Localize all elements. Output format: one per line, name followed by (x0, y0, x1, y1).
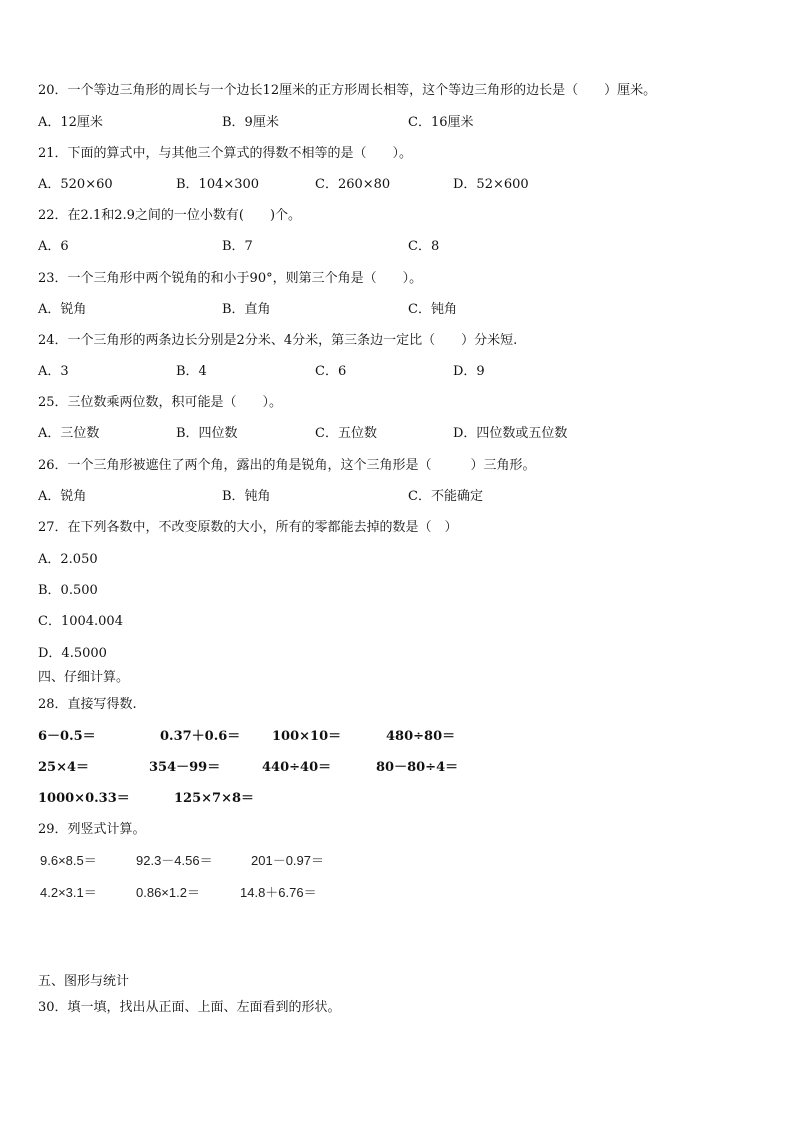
question-29-stem: 29．列竖式计算。 (38, 822, 146, 837)
calc-item: 1000×0.33＝ (38, 791, 130, 806)
question-20-stem: 20．一个等边三角形的周长与一个边长12厘米的正方形周长相等，这个等边三角形的边长是（ ）厘米。 (38, 83, 657, 98)
calc-item: 100×10＝ (272, 729, 342, 744)
vertical-calc-item: 201－0.97＝ (251, 853, 324, 868)
vertical-calc-item: 92.3－4.56＝ (136, 853, 213, 868)
calc-item: 440÷40＝ (262, 760, 332, 775)
option-c: C．1004.004 (38, 614, 123, 629)
option-c: C．260×80 (315, 177, 391, 192)
section-5-title: 五、图形与统计 (38, 974, 130, 989)
option-d: D．52×600 (453, 177, 529, 192)
option-a: A．6 (38, 239, 69, 254)
calc-item: 480÷80＝ (386, 729, 456, 744)
option-c: C．五位数 (315, 426, 377, 441)
option-b: B．104×300 (176, 177, 260, 192)
vertical-calc-item: 0.86×1.2＝ (136, 885, 200, 900)
calc-item: 0.37＋0.6＝ (160, 729, 241, 744)
option-a: A．锐角 (38, 489, 87, 504)
option-c: C．6 (315, 364, 347, 379)
question-23-stem: 23．一个三角形中两个锐角的和小于90°，则第三个角是（ ）。 (38, 271, 423, 286)
option-b: B．9厘米 (222, 115, 279, 130)
option-b: B．4 (176, 364, 207, 379)
option-c: C．不能确定 (408, 489, 483, 504)
question-22-stem: 22．在2.1和2.9之间的一位小数有( )个。 (38, 208, 302, 223)
question-28-stem: 28．直接写得数. (38, 697, 137, 712)
option-a: A．3 (38, 364, 69, 379)
question-26-stem: 26．一个三角形被遮住了两个角，露出的角是锐角，这个三角形是（ ）三角形。 (38, 458, 536, 473)
option-a: A．锐角 (38, 302, 87, 317)
question-25-stem: 25．三位数乘两位数，积可能是（ ）。 (38, 395, 283, 410)
option-a: A．520×60 (38, 177, 113, 192)
section-4-title: 四、仔细计算。 (38, 670, 130, 685)
option-a: A．2.050 (38, 552, 98, 567)
option-c: C．16厘米 (408, 115, 474, 130)
vertical-calc-item: 9.6×8.5＝ (40, 853, 97, 868)
question-30-stem: 30．填一填，找出从正面、上面、左面看到的形状。 (38, 1000, 341, 1015)
question-27-stem: 27．在下列各数中，不改变原数的大小，所有的零都能去掉的数是（ ） (38, 520, 458, 535)
option-a: A．三位数 (38, 426, 100, 441)
option-d: D．9 (453, 364, 485, 379)
question-24-stem: 24．一个三角形的两条边长分别是2分米、4分米，第三条边一定比（ ）分米短. (38, 333, 518, 348)
calc-item: 80－80÷4＝ (376, 760, 459, 775)
option-b: B．7 (222, 239, 253, 254)
option-b: B．钝角 (222, 489, 271, 504)
calc-item: 125×7×8＝ (174, 791, 255, 806)
calc-item: 25×4＝ (38, 760, 90, 775)
option-c: C．钝角 (408, 302, 457, 317)
option-a: A．12厘米 (38, 115, 103, 130)
vertical-calc-item: 14.8＋6.76＝ (240, 885, 317, 900)
option-d: D．四位数或五位数 (453, 426, 568, 441)
option-b: B．四位数 (176, 426, 238, 441)
option-b: B．直角 (222, 302, 271, 317)
option-d: D．4.5000 (38, 646, 107, 661)
calc-item: 6－0.5＝ (38, 729, 96, 744)
question-21-stem: 21．下面的算式中，与其他三个算式的得数不相等的是（ ）。 (38, 146, 413, 161)
vertical-calc-item: 4.2×3.1＝ (40, 885, 97, 900)
option-b: B．0.500 (38, 583, 98, 598)
calc-item: 354－99＝ (149, 760, 221, 775)
option-c: C．8 (408, 239, 440, 254)
